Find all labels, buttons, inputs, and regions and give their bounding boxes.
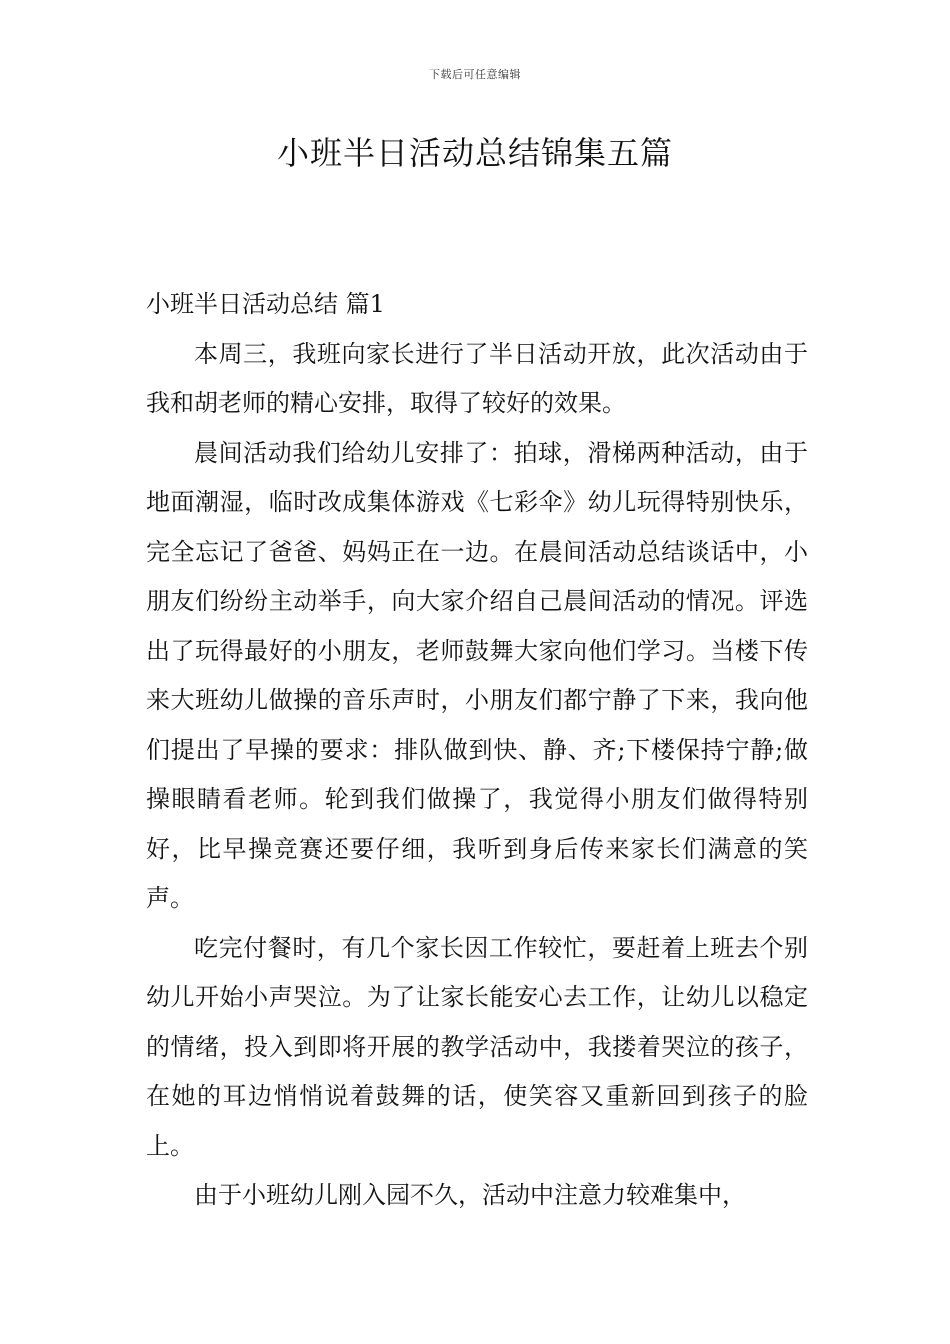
- document-title: 小班半日活动总结锦集五篇: [276, 134, 673, 172]
- paragraph-3: 吃完付餐时，有几个家长因工作较忙，要赶着上班去个别幼儿开始小声哭泣。为了让家长能安心去工作，让幼儿以稳定的情绪，投入到即将开展的教学活动中，我搂着哭泣的孩子，在她的耳边悄悄说着鼓舞的话，使笑容又重新回到孩子的脸上。: [146, 933, 808, 1160]
- paragraph-1: 本周三，我班向家长进行了半日活动开放，此次活动由于我和胡老师的精心安排，取得了较好的效果。: [146, 339, 808, 417]
- section-heading: 小班半日活动总结 篇1: [146, 290, 385, 318]
- paragraph-2: 晨间活动我们给幼儿安排了：拍球，滑梯两种活动，由于地面潮湿，临时改成集体游戏《七彩伞》幼儿玩得特别快乐，完全忘记了爸爸、妈妈正在一边。在晨间活动总结谈话中，小朋友们纷纷主动举手，向大家介绍自己晨间活动的情况。评选出了玩得最好的小朋友，老师鼓舞大家向他们学习。当楼下传来大班幼儿做操的音乐声时，小朋友们都宁静了下来，我向他们提出了早操的要求：排队做到快、静、齐;下楼保持宁静;做操眼睛看老师。轮到我们做操了，我觉得小朋友们做得特别好，比早操竞赛还要仔细，我听到身后传来家长们满意的笑声。: [146, 438, 808, 912]
- document-body: [146, 280, 808, 1221]
- paragraph-4: 由于小班幼儿刚入园不久，活动中注意力较难集中，: [194, 1181, 746, 1209]
- header-note: 下载后可任意编辑: [429, 68, 521, 81]
